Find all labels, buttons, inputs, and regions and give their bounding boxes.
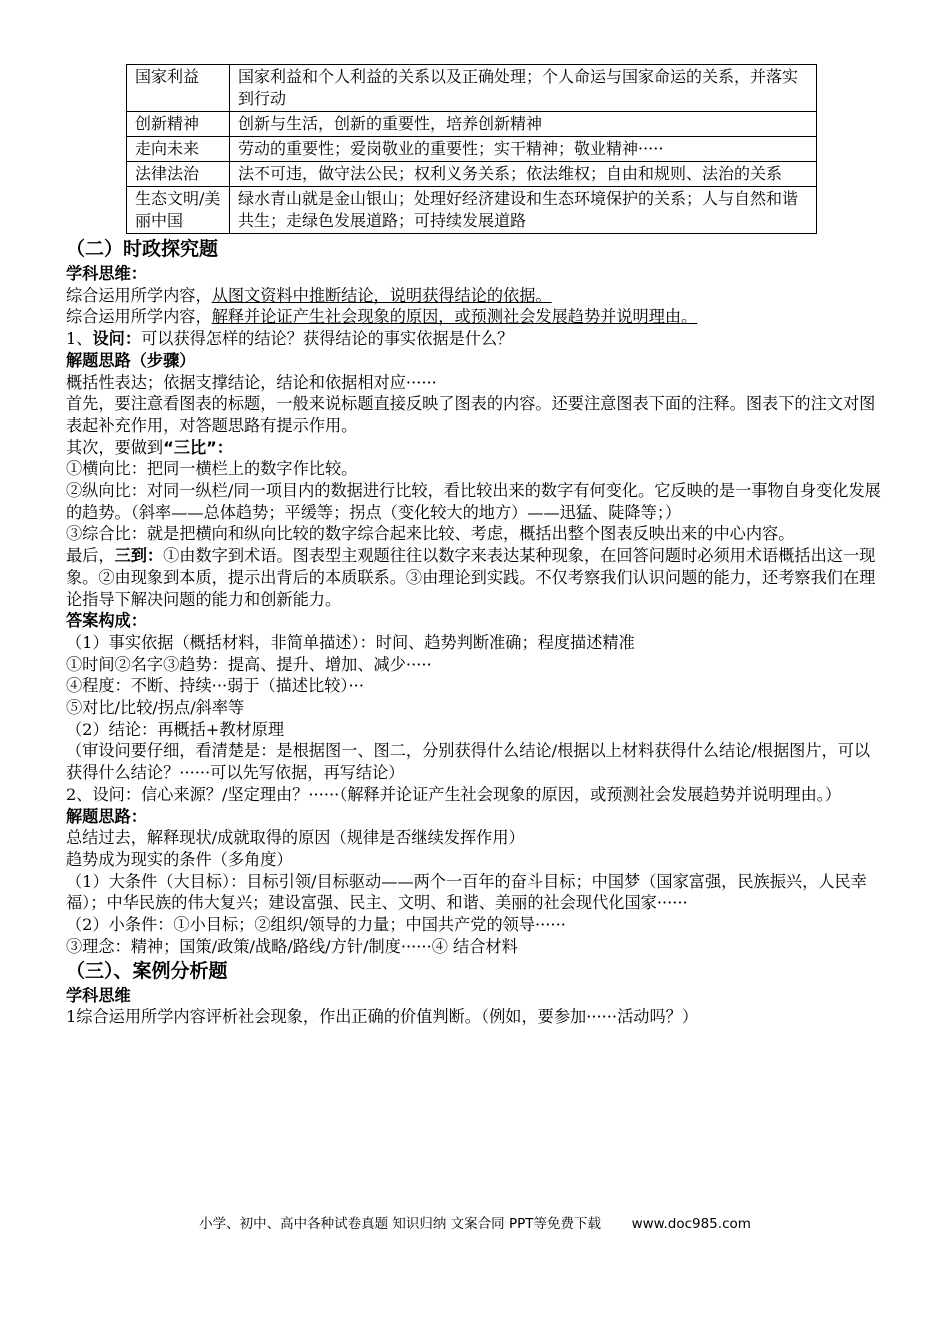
text-span: 其次，要做到: [66, 437, 164, 457]
table-cell-topic: 创新精神: [127, 112, 230, 137]
paragraph: （2）小条件：①小目标；②组织/领导的力量；中国共产党的领导······: [66, 915, 566, 935]
paragraph: [66, 545, 886, 610]
bold-text: 三到：: [114, 546, 164, 566]
footer-text: 小学、初中、高中各种试卷真题 知识归纳 文案合同 PPT等免费下载: [199, 1216, 601, 1232]
paragraph: [66, 437, 886, 459]
bold-text: “三比”：: [163, 437, 233, 457]
table-row: [127, 65, 817, 112]
section-heading-2: （二）时政探究题: [66, 238, 219, 260]
underlined-text: 从图文资料中推断结论，说明获得结论的依据。: [211, 285, 552, 305]
table-cell-content: 法不可违，做守法公民；权利义务关系；依法维权；自由和规则、法治的关系: [230, 162, 817, 187]
bold-text: 设问：: [92, 329, 142, 349]
paragraph: ②纵向比：对同一纵栏/同一项目内的数据进行比较，看比较出来的数字有何变化。它反映的是一事物自身变化发展的趋势。（斜率——总体趋势；平缓等；拐点（变化较大的地方）——迅猛、陡降等；）: [66, 481, 881, 522]
paragraph: 趋势成为现实的条件（多角度）: [66, 849, 293, 869]
underlined-text: 解释并论证产生社会现象的原因，或预测社会发展趋势并说明理由。: [211, 307, 698, 327]
question-1: [66, 328, 886, 350]
table-cell-content: 劳动的重要性；爱岗敬业的重要性；实干精神；敬业精神·····: [230, 137, 817, 162]
topic-table: [126, 64, 817, 234]
page-footer: [0, 1212, 950, 1232]
paragraph: （审设问要仔细，看清楚是：是根据图一、图二，分别获得什么结论/根据以上材料获得什么结论/根据图片，可以获得什么结论？······可以先写依据，再写结论）: [66, 741, 871, 783]
paragraph: （1）事实依据（概括材料，非简单描述）：时间、趋势判断准确；程度描述精准: [66, 632, 635, 652]
table-cell-topic: 法律法治: [127, 162, 230, 187]
paragraph: 1综合运用所学内容评析社会现象，作出正确的价值判断。（例如，要参加······活动吗？）: [66, 1007, 699, 1027]
body-content: [66, 236, 886, 1028]
table-row: [127, 137, 817, 162]
steps-label: 解题思路（步骤）: [66, 350, 196, 370]
table-row: [127, 112, 817, 137]
table-cell-content: 创新与生活，创新的重要性，培养创新精神: [230, 112, 817, 137]
text-span: 综合运用所学内容，: [66, 307, 212, 327]
question-2: 2、设问：信心来源？/坚定理由？······（解释并论证产生社会现象的原因，或预测社会发展趋势并说明理由。）: [66, 784, 842, 804]
paragraph: ③理念：精神；国策/政策/战略/路线/方针/制度······④ 结合材料: [66, 936, 518, 956]
paragraph: 总结过去，解释现状/成就取得的原因（规律是否继续发挥作用）: [66, 828, 525, 848]
table-cell-topic: 生态文明/美丽中国: [127, 187, 230, 234]
paragraph: （1）大条件（大目标）：目标引领/目标驱动——两个一百年的奋斗目标；中国梦（国家富强，民族振兴，人民幸福）；中华民族的伟大复兴；建设富强、民主、文明、和谐、美丽的社会现代化国家······: [66, 871, 867, 913]
footer-site: www.doc985.com: [631, 1216, 751, 1232]
document-page: [66, 64, 886, 1028]
paragraph: ①横向比：把同一横栏上的数字作比较。: [66, 459, 358, 479]
text-span: 可以获得怎样的结论？获得结论的事实依据是什么？: [141, 329, 514, 349]
paragraph: （2）结论：再概括+教材原理: [66, 719, 285, 739]
subject-thinking-label: 学科思维：: [66, 264, 147, 283]
paragraph: 概括性表达；依据支撑结论，结论和依据相对应······: [66, 372, 437, 392]
table-cell-content: 国家利益和个人利益的关系以及正确处理；个人命运与国家命运的关系，并落实到行动: [230, 65, 817, 112]
subject-thinking-label: 学科思维: [66, 985, 131, 1005]
table-cell-topic: 走向未来: [127, 137, 230, 162]
section-heading-3: （三）、案例分析题: [66, 959, 228, 982]
paragraph: [66, 285, 886, 307]
paragraph: ①时间②名字③趋势：提高、提升、增加、减少·····: [66, 654, 432, 674]
idea-label: 解题思路：: [66, 806, 147, 826]
text-span: 综合运用所学内容，: [66, 285, 212, 305]
answer-label: 答案构成：: [66, 611, 147, 631]
text-span: 最后，: [66, 546, 115, 566]
paragraph: ③综合比：就是把横向和纵向比较的数字综合起来比较、考虑，概括出整个图表反映出来的中心内容。: [66, 524, 795, 544]
table-row: [127, 187, 817, 234]
table-cell-topic: 国家利益: [127, 65, 230, 112]
paragraph: ⑤对比/比较/拐点/斜率等: [66, 698, 245, 718]
text-span: 1、: [66, 329, 93, 349]
table-cell-content: 绿水青山就是金山银山；处理好经济建设和生态环境保护的关系；人与自然和谐共生；走绿色发展道路；可持续发展道路: [230, 187, 817, 234]
paragraph: 首先，要注意看图表的标题，一般来说标题直接反映了图表的内容。还要注意图表下面的注释。图表下的注文对图表起补充作用，对答题思路有提示作用。: [66, 394, 876, 435]
paragraph: [66, 306, 886, 328]
text-span: ①由数字到术语。图表型主观题往往以数字来表达某种现象，在回答问题时必须用术语概括出这一现象。②由现象到本质，提示出背后的本质联系。③由理论到实践。不仅考察我们认识问题的能力，还考察我们在理论指导下解决问题的能力和创新能力。: [66, 546, 876, 609]
paragraph: ④程度：不断、持续···弱于（描述比较）···: [66, 676, 364, 696]
table-row: [127, 162, 817, 187]
